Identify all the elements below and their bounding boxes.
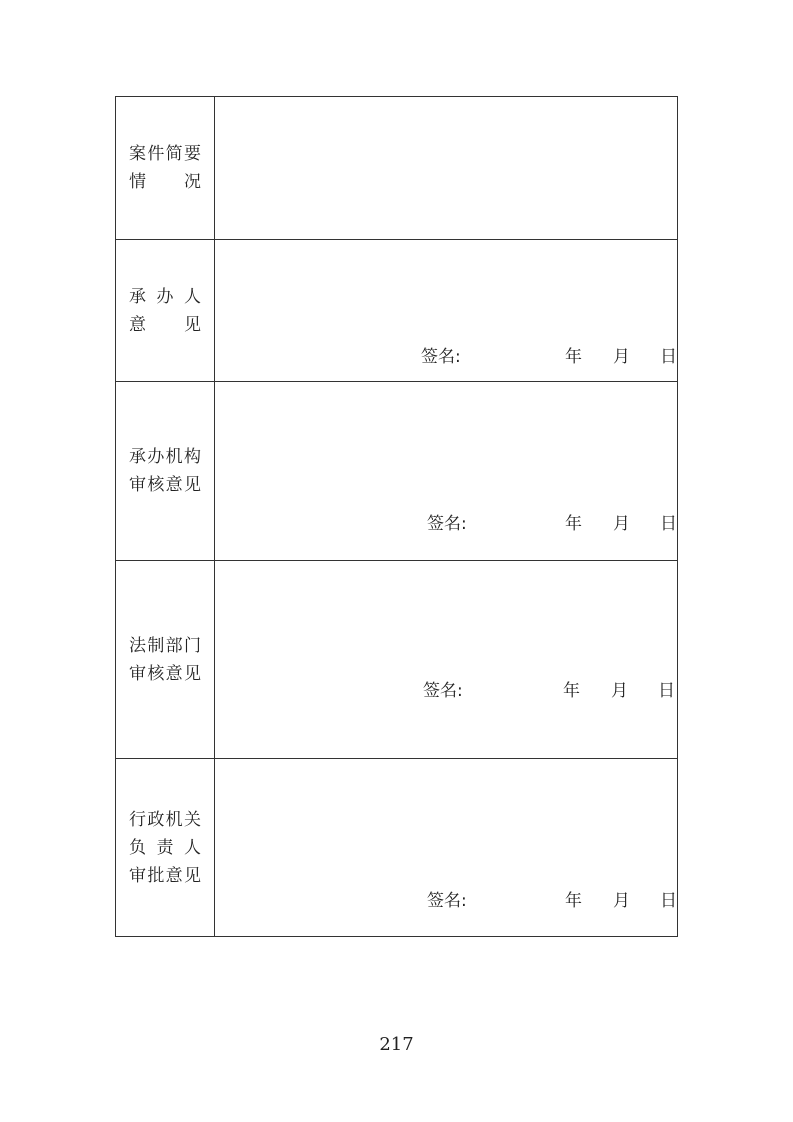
label-char: 部 [165, 635, 183, 656]
label-char: 见 [183, 475, 201, 495]
legal-review-label [116, 561, 215, 758]
label-char: 情 [129, 172, 146, 192]
label-line [129, 834, 201, 862]
label-char: 况 [184, 172, 201, 192]
label-char: 见 [183, 865, 201, 886]
label-line [129, 806, 201, 834]
date-year-label: 年 [565, 891, 582, 911]
date-year-label: 年 [565, 514, 582, 534]
label-char: 法 [129, 635, 146, 656]
date-month-label: 月 [613, 891, 630, 911]
signature-label: 签名: [421, 347, 461, 367]
label-char: 意 [129, 314, 146, 335]
date-month-label: 月 [613, 514, 630, 534]
signature-line [215, 345, 677, 369]
case-summary-content[interactable] [215, 97, 677, 239]
signature-line [215, 512, 677, 536]
executive-approval-content[interactable] [215, 759, 677, 936]
date-year-label: 年 [565, 347, 582, 367]
label-char: 意 [165, 475, 183, 495]
date-year-label: 年 [563, 681, 580, 701]
signature-line [215, 679, 677, 703]
case-summary-row [116, 97, 677, 239]
label-char: 门 [183, 635, 201, 656]
label-char: 意 [165, 663, 183, 684]
label-char: 责 [156, 837, 174, 858]
date-day-label: 日 [660, 514, 677, 534]
date-day-label: 日 [660, 891, 677, 911]
signature-label: 签名: [427, 514, 467, 534]
label-line [129, 311, 201, 339]
page-number: 217 [379, 1034, 414, 1055]
label-line [129, 471, 201, 499]
legal-review-row [116, 560, 677, 758]
label-char: 办 [147, 447, 165, 467]
label-char: 机 [165, 447, 183, 467]
label-char: 人 [184, 286, 201, 307]
case-summary-label [116, 97, 215, 239]
signature-line [215, 889, 677, 913]
agency-review-label [116, 382, 215, 560]
legal-review-content[interactable] [215, 561, 677, 758]
signature-label: 签名: [423, 681, 463, 701]
label-line [129, 140, 201, 168]
label-char: 简 [165, 144, 183, 164]
label-char: 批 [147, 865, 165, 886]
date-month-label: 月 [613, 347, 630, 367]
label-char: 意 [165, 865, 183, 886]
label-char: 审 [129, 865, 146, 886]
agency-review-row [116, 381, 677, 560]
label-char: 核 [147, 663, 165, 684]
label-char: 制 [147, 635, 165, 656]
label-char: 机 [165, 809, 183, 830]
executive-approval-row [116, 758, 677, 936]
label-line [129, 283, 201, 311]
label-char: 核 [147, 475, 165, 495]
label-char: 办 [156, 286, 174, 307]
label-char: 承 [129, 286, 146, 307]
label-char: 审 [129, 663, 146, 684]
agency-review-content[interactable] [215, 382, 677, 560]
label-char: 见 [183, 663, 201, 684]
date-day-label: 日 [658, 681, 675, 701]
label-line [129, 443, 201, 471]
handler-opinion-content[interactable] [215, 240, 677, 381]
label-char: 件 [147, 144, 165, 164]
label-char: 行 [129, 809, 146, 830]
label-char: 案 [129, 144, 146, 164]
label-char: 见 [184, 314, 201, 335]
label-char: 负 [129, 837, 146, 858]
approval-form-table [115, 96, 678, 937]
label-char: 审 [129, 475, 146, 495]
label-line [129, 660, 201, 688]
handler-opinion-row [116, 239, 677, 381]
label-char: 要 [183, 144, 201, 164]
label-char: 承 [129, 447, 146, 467]
label-line [129, 632, 201, 660]
label-line [129, 862, 201, 890]
label-char: 关 [183, 809, 201, 830]
date-month-label: 月 [611, 681, 628, 701]
handler-opinion-label [116, 240, 215, 381]
label-char: 政 [147, 809, 165, 830]
label-char: 构 [183, 447, 201, 467]
label-line [129, 168, 201, 196]
date-day-label: 日 [660, 347, 677, 367]
executive-approval-label [116, 759, 215, 936]
label-char: 人 [184, 837, 201, 858]
signature-label: 签名: [427, 891, 467, 911]
